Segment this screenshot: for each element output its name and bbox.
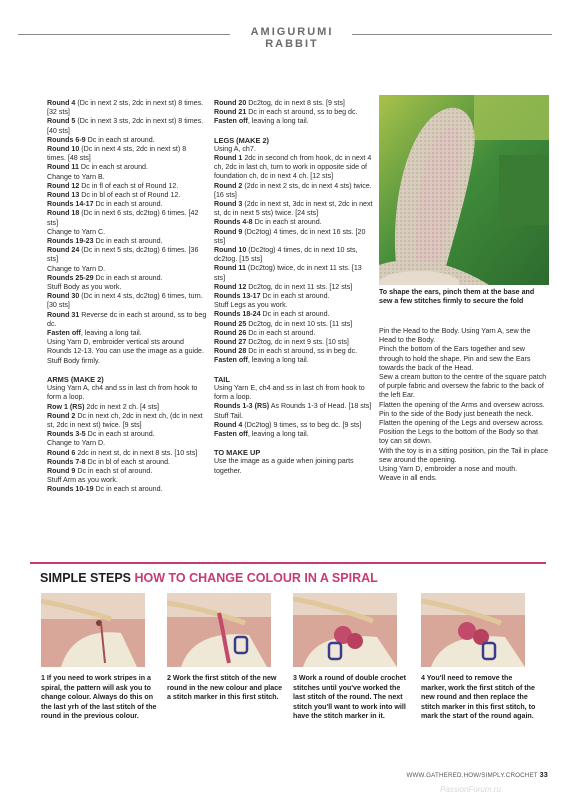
instruction-text: Using Yarn E, ch4 and ss in last ch from hook to form a loop. <box>214 383 365 402</box>
instruction-line <box>214 301 374 310</box>
instruction-text: (Dc2tog) 4 times, dc in next 10 sts, dc2tog. [15 sts] <box>214 246 358 264</box>
instruction-text: Stuff Tail. <box>214 411 243 420</box>
instruction-label: Rounds 18-24 <box>214 310 261 319</box>
footer-url: WWW.GATHERED.HOW/SIMPLY.CROCHET <box>406 772 538 779</box>
step-1-text: 1 If you need to work stripes in a spiral, the pattern will ask you to change colour. Always do this on the last yrh of the last stitch of the round in the previous colour. <box>41 674 157 721</box>
instruction-text: Dc in each st around. <box>260 292 330 301</box>
instruction-text: Change to Yarn C. <box>47 227 106 236</box>
step-3-photo <box>293 593 397 667</box>
instruction-text: Using Yarn D, embroider a nose and mouth. <box>379 465 518 474</box>
instruction-label: Rounds 14-17 <box>47 200 94 209</box>
instruction-line <box>214 154 374 182</box>
page-footer <box>388 770 548 779</box>
instruction-text: Stuff Arm as you work. <box>47 476 118 485</box>
instruction-line <box>214 117 374 126</box>
instruction-text: Change to Yarn D. <box>47 439 106 448</box>
instruction-line <box>214 264 374 282</box>
instruction-line <box>214 108 374 117</box>
instruction-text: (2dc in next 2 sts, dc in next 4 sts) twice. [16 sts] <box>214 181 372 199</box>
page-number: 33 <box>539 770 548 779</box>
instruction-text: Weave in all ends. <box>379 474 437 483</box>
instruction-label: Round 1 <box>214 154 243 163</box>
instruction-label: Fasten off <box>214 356 248 365</box>
instruction-line <box>47 182 207 191</box>
instruction-label: Round 26 <box>214 328 247 337</box>
instruction-text: (Dc2tog) 4 times, dc in next 16 sts. [20 sts] <box>214 227 366 245</box>
instruction-label: Rounds 7-8 <box>47 457 86 466</box>
spacer <box>214 366 374 375</box>
instruction-line <box>214 457 374 475</box>
instruction-text: Dc in each st around. <box>85 135 155 144</box>
instruction-text: (Dc in next 6 sts, dc2tog) 6 times. [42 sts] <box>47 209 199 227</box>
instruction-line <box>47 173 207 182</box>
instruction-text: Dc in each st around. <box>93 273 163 282</box>
photo-caption: To shape the ears, pinch them at the base and sew a few stitches firmly to secure the fold <box>379 288 535 306</box>
instruction-label: Round 12 <box>214 282 247 291</box>
instruction-text: (Dc2tog) twice, dc in next 11 sts. [13 sts] <box>214 264 362 282</box>
instruction-text: Change to Yarn B. <box>47 172 105 181</box>
instruction-text: Dc2tog, dc in next 10 sts. [11 sts] <box>246 319 353 328</box>
instruction-line <box>47 191 207 200</box>
instruction-text: Stuff Legs as you work. <box>214 301 288 310</box>
instruction-line <box>47 384 207 402</box>
instruction-label: Round 9 <box>47 466 76 475</box>
instruction-text: Dc in each st around. <box>252 218 322 227</box>
instruction-line <box>47 458 207 467</box>
instruction-label: Round 4 <box>214 420 243 429</box>
instruction-text: Change to Yarn D. <box>47 264 106 273</box>
instruction-line <box>47 449 207 458</box>
section-heading: TO MAKE UP <box>214 448 261 458</box>
instruction-line <box>379 327 549 345</box>
instruction-line <box>214 421 374 430</box>
instruction-text: Dc in each st around. <box>93 200 163 209</box>
instruction-label: Fasten off <box>47 329 81 338</box>
section-heading: LEGS (MAKE 2) <box>214 135 270 145</box>
instruction-line <box>47 145 207 163</box>
instruction-label: Round 2 <box>214 181 243 190</box>
instruction-label: Rounds 19-23 <box>47 237 94 246</box>
instruction-line <box>214 99 374 108</box>
instruction-text: Dc in each st around. <box>246 328 316 337</box>
instruction-line <box>47 292 207 310</box>
instruction-text: Dc2tog, dc in next 8 sts. [9 sts] <box>246 99 345 107</box>
instruction-label: Round 10 <box>214 246 247 255</box>
instruction-text: (Dc in next 3 sts, 2dc in next st) 8 times. [40 sts] <box>47 117 204 135</box>
instruction-label: Round 18 <box>47 209 80 218</box>
instruction-line <box>379 401 549 419</box>
instruction-line <box>47 209 207 227</box>
spacer <box>214 127 374 136</box>
header-rule-left <box>18 34 230 35</box>
instruction-label: Fasten off <box>214 117 248 126</box>
instruction-line <box>379 419 549 447</box>
instruction-line <box>47 311 207 329</box>
instruction-text: Dc in each st around, ss in beg dc. <box>246 347 358 356</box>
instruction-text: Using A, ch7. <box>214 144 256 153</box>
instruction-line <box>47 329 207 338</box>
instruction-line <box>47 467 207 476</box>
instruction-line <box>214 246 374 264</box>
instruction-text: Dc in each st around. <box>260 310 330 319</box>
header-title: AMIGURUMI RABBIT <box>250 26 334 50</box>
instruction-line <box>47 476 207 485</box>
steps-title <box>40 571 378 585</box>
instruction-line <box>47 237 207 246</box>
instruction-text: Use the image as a guide when joining parts together. <box>214 457 354 475</box>
instruction-line <box>47 136 207 145</box>
instruction-line <box>47 283 207 292</box>
instruction-line <box>214 228 374 246</box>
instruction-text: Flatten the opening of the Arms and oversew across. Pin to the side of the Body just beneath the neck. <box>379 400 545 418</box>
instruction-text: Stuff Body firmly. <box>47 356 100 365</box>
instruction-text: Flatten the opening of the Legs and oversew across. Position the Legs to the bottom of the Body so that toy can sit down. <box>379 419 544 446</box>
instruction-text: Dc in each st around. <box>78 163 148 172</box>
instruction-label: Round 10 <box>47 145 80 154</box>
instruction-text: Dc2tog, dc in next 11 sts. [12 sts] <box>246 282 353 291</box>
step-3-text: 3 Work a round of double crochet stitches until you've worked the last stitch of the round. The next stitch you'll want to work into will have the stitch marker in it. <box>293 674 406 721</box>
step-2-photo <box>167 593 271 667</box>
instruction-text: Reverse dc in each st around, ss to beg dc. <box>47 310 207 328</box>
instruction-text: (Dc in next 4 sts, 2dc in next st) 8 times. [48 sts] <box>47 145 187 163</box>
instruction-label: Round 20 <box>214 99 247 107</box>
instruction-text: Pinch the bottom of the Ears together and sew through to hold the shape. Pin and sew the Ears towards the back of the Head. <box>379 345 531 372</box>
instruction-text: With the toy is in a sitting position, pin the Tail in place sew around the opening. <box>379 446 549 464</box>
instruction-line <box>47 274 207 283</box>
instruction-line <box>214 338 374 347</box>
instruction-text: Dc in bl of each st around. <box>85 457 171 466</box>
instruction-label: Round 2 <box>47 411 76 420</box>
instruction-line <box>47 265 207 274</box>
header-rule-right <box>352 34 552 35</box>
instruction-line <box>214 283 374 292</box>
step-1-photo <box>41 593 145 667</box>
instruction-line <box>379 474 549 483</box>
instruction-text: Sew a cream button to the centre of the square patch of purple fabric and oversew the fabric to the back of the left Ear. <box>379 373 547 400</box>
step-4-photo <box>421 593 525 667</box>
instruction-text: As Rounds 1-3 of Head. [18 sts] <box>269 402 372 411</box>
instruction-label: Round 5 <box>47 117 76 126</box>
steps-title-kicker: SIMPLE STEPS <box>40 571 131 585</box>
instruction-label: Round 31 <box>47 310 80 319</box>
instruction-line <box>214 412 374 421</box>
instruction-line <box>47 117 207 135</box>
instruction-line <box>214 310 374 319</box>
instruction-label: Rounds 3-5 <box>47 430 86 439</box>
instruction-text: Using Yarn D, embroider vertical sts around Rounds 12-13. You can use the image as a guide. <box>47 338 204 356</box>
instruction-label: Round 21 <box>214 108 247 117</box>
step-2-text: 2 Work the first stitch of the new round in the new colour and place a stitch marker in this first stitch. <box>167 674 283 702</box>
instruction-line <box>214 182 374 200</box>
instruction-line <box>47 99 207 117</box>
instruction-text: (2dc in next st, 3dc in next st, 2dc in next st, dc in next 5 sts) twice. [24 sts] <box>214 200 373 218</box>
instruction-text: Stuff Body as you work. <box>47 283 122 292</box>
section-heading: ARMS (MAKE 2) <box>47 374 104 384</box>
instruction-label: Rounds 1-3 (RS) <box>214 402 270 411</box>
instruction-text: (Dc in next 2 sts, 2dc in next st) 8 times. [32 sts] <box>47 99 204 117</box>
instruction-line <box>47 439 207 448</box>
instruction-line <box>214 329 374 338</box>
instruction-label: Round 11 <box>47 163 79 172</box>
instruction-text: Dc in each st of around. <box>75 466 153 475</box>
instruction-label: Round 9 <box>214 227 243 236</box>
instruction-label: Rounds 10-19 <box>47 485 94 494</box>
instruction-text: , leaving a long tail. <box>80 329 142 338</box>
instruction-text: (Dc2tog) 9 times, ss to beg dc. [9 sts] <box>242 420 362 429</box>
spacer <box>214 439 374 448</box>
instruction-label: Round 4 <box>47 99 76 107</box>
instruction-text: Dc in each st around. <box>93 485 163 494</box>
instruction-line <box>47 485 207 494</box>
instruction-text: , leaving a long tail. <box>247 356 309 365</box>
column-left <box>47 99 207 495</box>
rabbit-ear-illustration <box>379 95 549 285</box>
instruction-line <box>379 345 549 373</box>
instruction-line <box>214 320 374 329</box>
steps-divider <box>30 562 546 564</box>
instruction-line <box>47 430 207 439</box>
instruction-line <box>214 292 374 301</box>
instruction-line <box>47 412 207 430</box>
instruction-label: Round 30 <box>47 292 80 301</box>
instruction-text: Dc in fl of each st of Round 12. <box>79 181 179 190</box>
column-middle <box>214 99 374 476</box>
instruction-line <box>214 145 374 154</box>
instruction-label: Round 13 <box>47 191 80 200</box>
watermark: PassionForum.ru <box>440 785 501 794</box>
instruction-line <box>214 218 374 227</box>
instruction-line <box>379 447 549 465</box>
instruction-text: (Dc in next 5 sts, dc2tog) 6 times. [36 sts] <box>47 246 199 264</box>
instruction-text: , leaving a long tail. <box>247 117 309 126</box>
instruction-line <box>47 200 207 209</box>
instruction-label: Rounds 13-17 <box>214 292 261 301</box>
step-4-text: 4 You'll need to remove the marker, work the first stitch of the new round and then replace the stitch marker in this first stitch, to mark the start of the round again. <box>421 674 536 721</box>
instruction-text: , leaving a long tail. <box>247 429 309 438</box>
instruction-line <box>379 465 549 474</box>
instruction-line <box>47 228 207 237</box>
instruction-label: Round 12 <box>47 181 80 190</box>
instruction-label: Round 25 <box>214 319 247 328</box>
instruction-line <box>47 163 207 172</box>
instruction-text: 2dc in second ch from hook, dc in next 4 ch, 2dc in last ch, turn to work in opposite side of foundation ch, dc in next 4 ch. [12 sts] <box>214 154 372 181</box>
instruction-text: Dc2tog, dc in next 9 sts. [10 sts] <box>246 338 349 347</box>
instruction-line <box>214 402 374 411</box>
instruction-label: Rounds 25-29 <box>47 273 94 282</box>
instruction-line <box>47 357 207 366</box>
instruction-line <box>47 246 207 264</box>
instruction-label: Rounds 4-8 <box>214 218 253 227</box>
section-heading: TAIL <box>214 374 230 384</box>
instruction-label: Fasten off <box>214 429 248 438</box>
instruction-label: Row 1 (RS) <box>47 402 85 411</box>
instruction-line <box>47 403 207 412</box>
instruction-text: Dc in each st around. <box>85 430 155 439</box>
instruction-line <box>214 430 374 439</box>
instruction-text: Dc in next ch, 2dc in next ch, (dc in next st, 2dc in next st) twice. [9 sts] <box>47 411 203 429</box>
instruction-label: Rounds 6-9 <box>47 135 86 144</box>
instruction-label: Round 28 <box>214 347 247 356</box>
column-right <box>379 327 549 483</box>
instruction-text: Dc in each st around. <box>93 237 163 246</box>
instruction-label: Round 6 <box>47 448 76 457</box>
instruction-line <box>214 356 374 365</box>
instruction-text: 2dc in next 2 ch. [4 sts] <box>84 402 159 411</box>
rabbit-ear-photo <box>379 95 549 285</box>
instruction-line <box>214 200 374 218</box>
instruction-line <box>47 338 207 356</box>
instruction-text: (Dc in next 4 sts, dc2tog) 6 times, turn. [30 sts] <box>47 292 203 310</box>
instruction-text: Dc in bl of each st of Round 12. <box>79 191 181 200</box>
instruction-label: Round 27 <box>214 338 247 347</box>
instruction-label: Round 3 <box>214 200 243 209</box>
instruction-line <box>214 347 374 356</box>
instruction-text: Dc in each st around, ss to beg dc. <box>246 108 358 117</box>
instruction-text: 2dc in next st, dc in next 8 sts. [10 sts] <box>75 448 198 457</box>
steps-title-main: HOW TO CHANGE COLOUR IN A SPIRAL <box>134 571 378 585</box>
instruction-label: Round 11 <box>214 264 246 273</box>
instruction-text: Using Yarn A, ch4 and ss in last ch from hook to form a loop. <box>47 384 198 402</box>
instruction-text: Pin the Head to the Body. Using Yarn A, sew the Head to the Body. <box>379 327 531 345</box>
instruction-line <box>214 384 374 402</box>
spacer <box>47 366 207 375</box>
instruction-label: Round 24 <box>47 246 80 255</box>
running-header <box>0 26 566 50</box>
instruction-line <box>379 373 549 401</box>
